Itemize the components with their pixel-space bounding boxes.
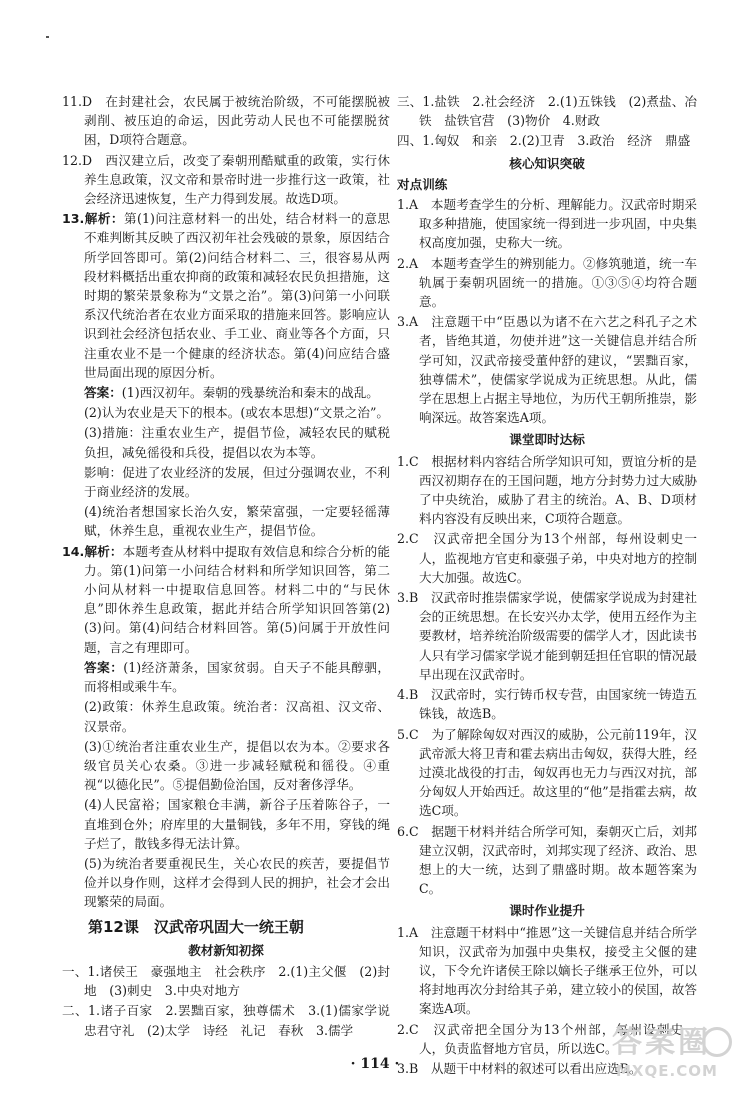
answer-text: (1)经济萧条，国家贫弱。自天子不能具醇驷，而将相或乘牛车。 xyxy=(84,659,390,695)
page-number: · 114 · xyxy=(350,1056,400,1072)
answer-13-a3: (3)措施：注重农业生产，提倡节俭，减轻农民的赋税负担，减免徭役和兵役，提倡以农为本等。 xyxy=(84,425,390,460)
new-knowledge-3: 三、1.盐铁 2.社会经济 2.(1)五铢钱 (2)煮盐、冶铁 盐铁官营 (3)物价 4.财政 xyxy=(397,94,697,129)
margin-mark xyxy=(46,36,49,38)
training-3: 3.A 注意题干中“臣愚以为诸不在六艺之科孔子之术者，皆绝其道，勿使并进”这一关键信息并结合所学可知，汉武帝接受董仲舒的建议，“罢黜百家，独尊儒术”，使儒家学说成为正统思想。从此，儒学在思想上占据主导地位，为历代王朝所推崇，影响深远。故答案选A项。 xyxy=(397,314,697,426)
new-knowledge-2-end: 3.儒学 xyxy=(315,1022,354,1038)
answer-13-a4: (4)统治者想国家长治久安，繁荣富强，一定要轻徭薄赋，休养生息，重视农业生产，提倡节俭。 xyxy=(84,504,390,539)
new-knowledge-1: 一、1.诸侯王 豪强地主 社会秩序 2.(1)主父偃 (2)封地 (3)刺史 3.中央对地方 xyxy=(62,963,390,999)
analysis-label: 14.解析： xyxy=(62,543,123,559)
answer-14-a1 xyxy=(62,658,390,696)
answer-13-a1 xyxy=(62,383,390,402)
answer-11: 11.D 在封建社会，农民属于被统治阶级，不可能摆脱被剥削、被压迫的命运，因此劳动人民也不可能摆脱贫困，D项符合题意。 xyxy=(62,94,390,148)
section-new-knowledge: 教材新知初探 xyxy=(188,942,264,958)
homework-3: 3.B 从题干中材料的叙述可以看出应选B。 xyxy=(397,1060,642,1076)
classroom-6: 6.C 据题干材料并结合所学可知，秦朝灭亡后，刘邦建立汉朝，汉武帝时，刘邦实现了经济、政治、思想上的大一统，达到了鼎盛时期。故本题答案为C。 xyxy=(397,823,697,897)
answer-14-a5: (5)为统治者要重视民生，关心农民的疾苦，要提倡节俭并以身作则，这样才会得到人民的拥护，社会才会出现繁荣的局面。 xyxy=(84,855,390,910)
answer-14-a2: (2)政策：休养生息政策。统治者：汉高祖、汉文帝、汉景帝。 xyxy=(84,699,390,734)
left-column xyxy=(62,92,403,1041)
section-classroom: 课堂即时达标 xyxy=(509,432,585,448)
watermark-badge-icon xyxy=(702,1027,732,1057)
section-homework: 课时作业提升 xyxy=(509,903,585,919)
classroom-1: 1.C 根据材料内容结合所学知识可知，贾谊分析的是西汉初期存在的王国问题，地方分封势力过大威胁了中央统治，威胁了君主的统治。A、B、D项材料内容没有反映出来，C项符合题意。 xyxy=(397,453,697,527)
answer-13-a2: (2)认为农业是天下的根本。(或农本思想)“文景之治”。 xyxy=(84,405,390,421)
watermark-sub-text: MXQE.COM xyxy=(616,1062,718,1080)
homework-1: 1.A 注意题干材料中“推恩”这一关键信息并结合所学知识，汉武帝为加强中央集权，接受主父偃的建议，下令允许诸侯王除以嫡长子继承王位外，可以将封地再次分封给其子弟，建立较小的侯国，故答案选A项。 xyxy=(397,924,697,1017)
analysis-label: 13.解析： xyxy=(62,211,124,227)
analysis-text: 第(1)问注意材料一的出处，结合材料一的意思不难判断其反映了西汉初年社会残破的景象，原因结合所学回答即可。第(2)问结合材料二、三，很容易从两段材料概括出重农抑商的政策和减轻农民负担措施，这时期的繁荣景象称为“文景之治”。第(3)问第一小问联系汉代统治者在农业方面采取的措施来回答。影响应认识到社会经济包括农业、手工业、商业等各个方面，只注重农业不是一个健康的经济状态。第(4)问应结合盛世局面出现的原因分析。 xyxy=(84,211,390,380)
classroom-4: 4.B 汉武帝时，实行铸币权专营，由国家统一铸造五铢钱，故选B。 xyxy=(397,687,697,722)
answer-label: 答案： xyxy=(84,385,122,401)
training-1: 1.A 本题考查学生的分析、理解能力。汉武帝时期采取多种措施，使国家统一得到进一步巩固，中央集权高度加强，史称大一统。 xyxy=(397,197,697,251)
answer-14-analysis xyxy=(62,542,390,657)
answer-14-a3: (3)①统治者注重农业生产，提倡以农为本。②要求各级官员关心农桑。③进一步减轻赋税和徭役。④重视“以德化民”。⑤提倡勤俭治国，反对奢侈浮华。 xyxy=(84,738,390,793)
analysis-text: 本题考查从材料中提取有效信息和综合分析的能力。第(1)问第一小问结合材料和所学知识回答，第二小问从材料一中提取信息回答。材料二中的“与民休息”即休养生息政策，据此并结合所学知识回答第(2)(3)问。第(4)问结合材料回答。第(5)问属于开放性问题，言之有理即可。 xyxy=(84,543,391,655)
subsection-training: 对点训练 xyxy=(397,176,448,192)
answer-13-analysis xyxy=(62,209,390,382)
classroom-5: 5.C 为了解除匈奴对西汉的威胁，公元前119年，汉武帝派大将卫青和霍去病出击匈奴，获得大胜，经过漠北战役的打击，匈奴再也无力与西汉对抗，部分匈奴人开始西迁。故这里的“他”是指霍去病，故选C项。 xyxy=(397,726,697,819)
answer-12: 12.D 西汉建立后，改变了秦朝刑酷赋重的政策，实行休养生息政策，汉文帝和景帝时进一步推行这一政策，社会经济迅速恢复，生产力得到发展。故选D项。 xyxy=(62,152,390,207)
homework-2: 2.C 汉武帝把全国分为13个州部，每州设刺史一人，负责监督地方官员，所以选C。 xyxy=(397,1021,697,1056)
watermark-logo xyxy=(612,1025,738,1095)
answer-label: 答案： xyxy=(84,659,124,675)
right-column xyxy=(397,92,697,1079)
answer-14-a4: (4)人民富裕；国家粮仓丰满，新谷子压着陈谷子，一直堆到仓外；府库里的大量铜钱，多年不用，穿钱的绳子烂了，散钱多得无法计算。 xyxy=(84,797,390,851)
section-core-knowledge: 核心知识突破 xyxy=(509,155,585,171)
lesson-title: 第12课 汉武帝巩固大一统王朝 xyxy=(88,917,304,936)
new-knowledge-2 xyxy=(62,1001,403,1039)
watermark-main-text: 答案圈 xyxy=(612,1025,711,1060)
classroom-3: 3.B 汉武帝时推崇儒家学说，使儒家学说成为封建社会的正统思想。在长安兴办太学，使用五经作为主要教材，培养统治阶级需要的儒学人才，因此读书人只有学习儒家学说才能到朝廷担任官职的情况最早出现在汉武帝时。 xyxy=(397,590,697,682)
answer-13-a3-impact: 影响：促进了农业经济的发展，但过分强调农业，不利于商业经济的发展。 xyxy=(84,464,390,500)
new-knowledge-2-text: 二、1.诸子百家 2.罢黜百家，独尊儒术 3.(1)儒家学说 忠君守礼 (2)太学 诗经 礼记 春秋 xyxy=(62,1003,403,1038)
answer-text: (1)西汉初年。秦朝的残暴统治和秦末的战乱。 xyxy=(121,385,379,401)
new-knowledge-4: 四、1.匈奴 和亲 2.(2)卫青 3.政治 经济 鼎盛 xyxy=(397,133,691,149)
classroom-2: 2.C 汉武帝把全国分为13个州部，每州设刺史一人，监视地方官吏和豪强子弟，中央对地方的控制大大加强。故选C。 xyxy=(397,531,697,585)
training-2: 2.A 本题考查学生的辨别能力。②修筑驰道，统一车轨属于秦朝巩固统一的措施。①③⑤④均符合题意。 xyxy=(397,255,697,310)
